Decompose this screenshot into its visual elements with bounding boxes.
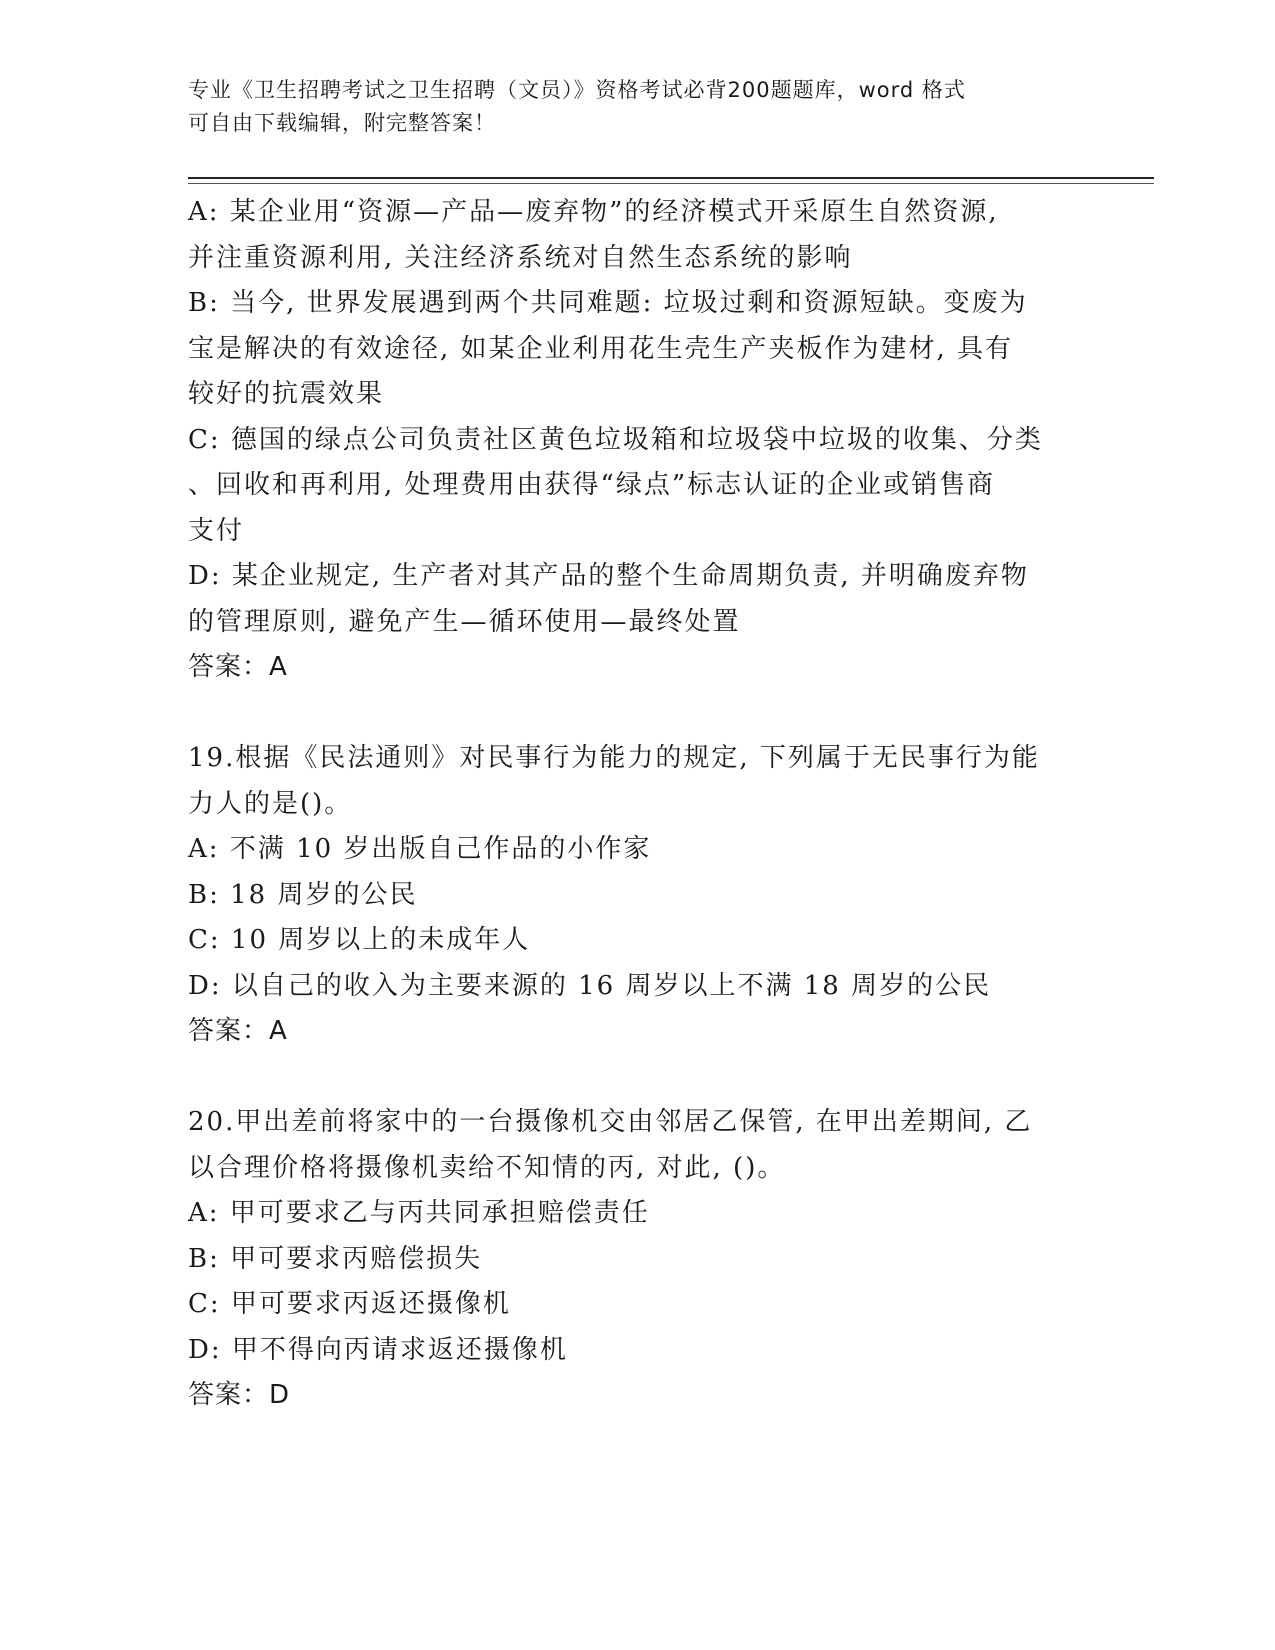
option-text-line: A: 某企业用“资源—产品—废弃物”的经济模式开采原生自然资源, — [188, 197, 999, 227]
option-text-line: 的管理原则, 避免产生—循环使用—最终处置 — [188, 606, 741, 637]
spacer — [188, 1055, 1078, 1101]
header-divider-thick — [188, 177, 1154, 179]
answer-line: 答案：A — [188, 1016, 288, 1046]
option-d — [188, 554, 1078, 645]
option-c: C: 10 周岁以上的未成年人 — [188, 925, 531, 955]
option-a — [188, 190, 1078, 281]
question-19 — [188, 736, 1078, 1055]
question-18 — [188, 190, 1078, 691]
option-d: D: 以自己的收入为主要来源的 16 周岁以上不满 18 周岁的公民 — [188, 970, 992, 1001]
option-b: B: 甲可要求丙赔偿损失 — [188, 1243, 483, 1274]
option-text-line: 宝是解决的有效途径, 如某企业利用花生壳生产夹板作为建材, 具有 — [188, 333, 1014, 364]
question-text-line: 19.根据《民法通则》对民事行为能力的规定, 下列属于无民事行为能 — [188, 743, 1040, 773]
option-text-line: C: 德国的绿点公司负责社区黄色垃圾箱和垃圾袋中垃圾的收集、分类 — [188, 424, 1043, 455]
question-list — [188, 190, 1078, 1419]
option-a: A: 不满 10 岁出版自己作品的小作家 — [188, 834, 652, 864]
option-b: B: 18 周岁的公民 — [188, 879, 418, 910]
question-text-line: 力人的是()。 — [188, 788, 353, 819]
header-line-2: 可自由下载编辑，附完整答案！ — [188, 111, 496, 135]
header-divider-thin — [188, 183, 1154, 184]
option-text-line: 并注重资源利用, 关注经济系统对自然生态系统的影响 — [188, 242, 853, 273]
question-20 — [188, 1100, 1078, 1419]
option-a: A: 甲可要求乙与丙共同承担赔偿责任 — [188, 1198, 650, 1228]
option-text-line: B: 当今, 世界发展遇到两个共同难题: 垃圾过剩和资源短缺。变废为 — [188, 288, 1028, 318]
spacer — [188, 691, 1078, 737]
answer-line: 答案：D — [188, 1380, 291, 1410]
answer-line: 答案：A — [188, 652, 288, 682]
option-text-line: 较好的抗震效果 — [188, 379, 385, 409]
page-header — [188, 74, 1068, 140]
option-b — [188, 281, 1078, 418]
question-text-line: 20.甲出差前将家中的一台摄像机交由邻居乙保管, 在甲出差期间, 乙 — [188, 1107, 1033, 1137]
header-line-1: 专业《卫生招聘考试之卫生招聘（文员）》资格考试必背200题题库，word 格式 — [188, 78, 966, 102]
option-text-line: D: 某企业规定, 生产者对其产品的整个生命周期负责, 并明确废弃物 — [188, 561, 1029, 591]
option-text-line: 、回收和再利用, 处理费用由获得“绿点”标志认证的企业或销售商 — [188, 470, 996, 500]
option-c: C: 甲可要求丙返还摄像机 — [188, 1289, 511, 1319]
question-text-line: 以合理价格将摄像机卖给不知情的丙, 对此, ()。 — [188, 1152, 786, 1183]
option-text-line: 支付 — [188, 515, 245, 546]
option-d: D: 甲不得向丙请求返还摄像机 — [188, 1334, 568, 1365]
option-c — [188, 418, 1078, 555]
